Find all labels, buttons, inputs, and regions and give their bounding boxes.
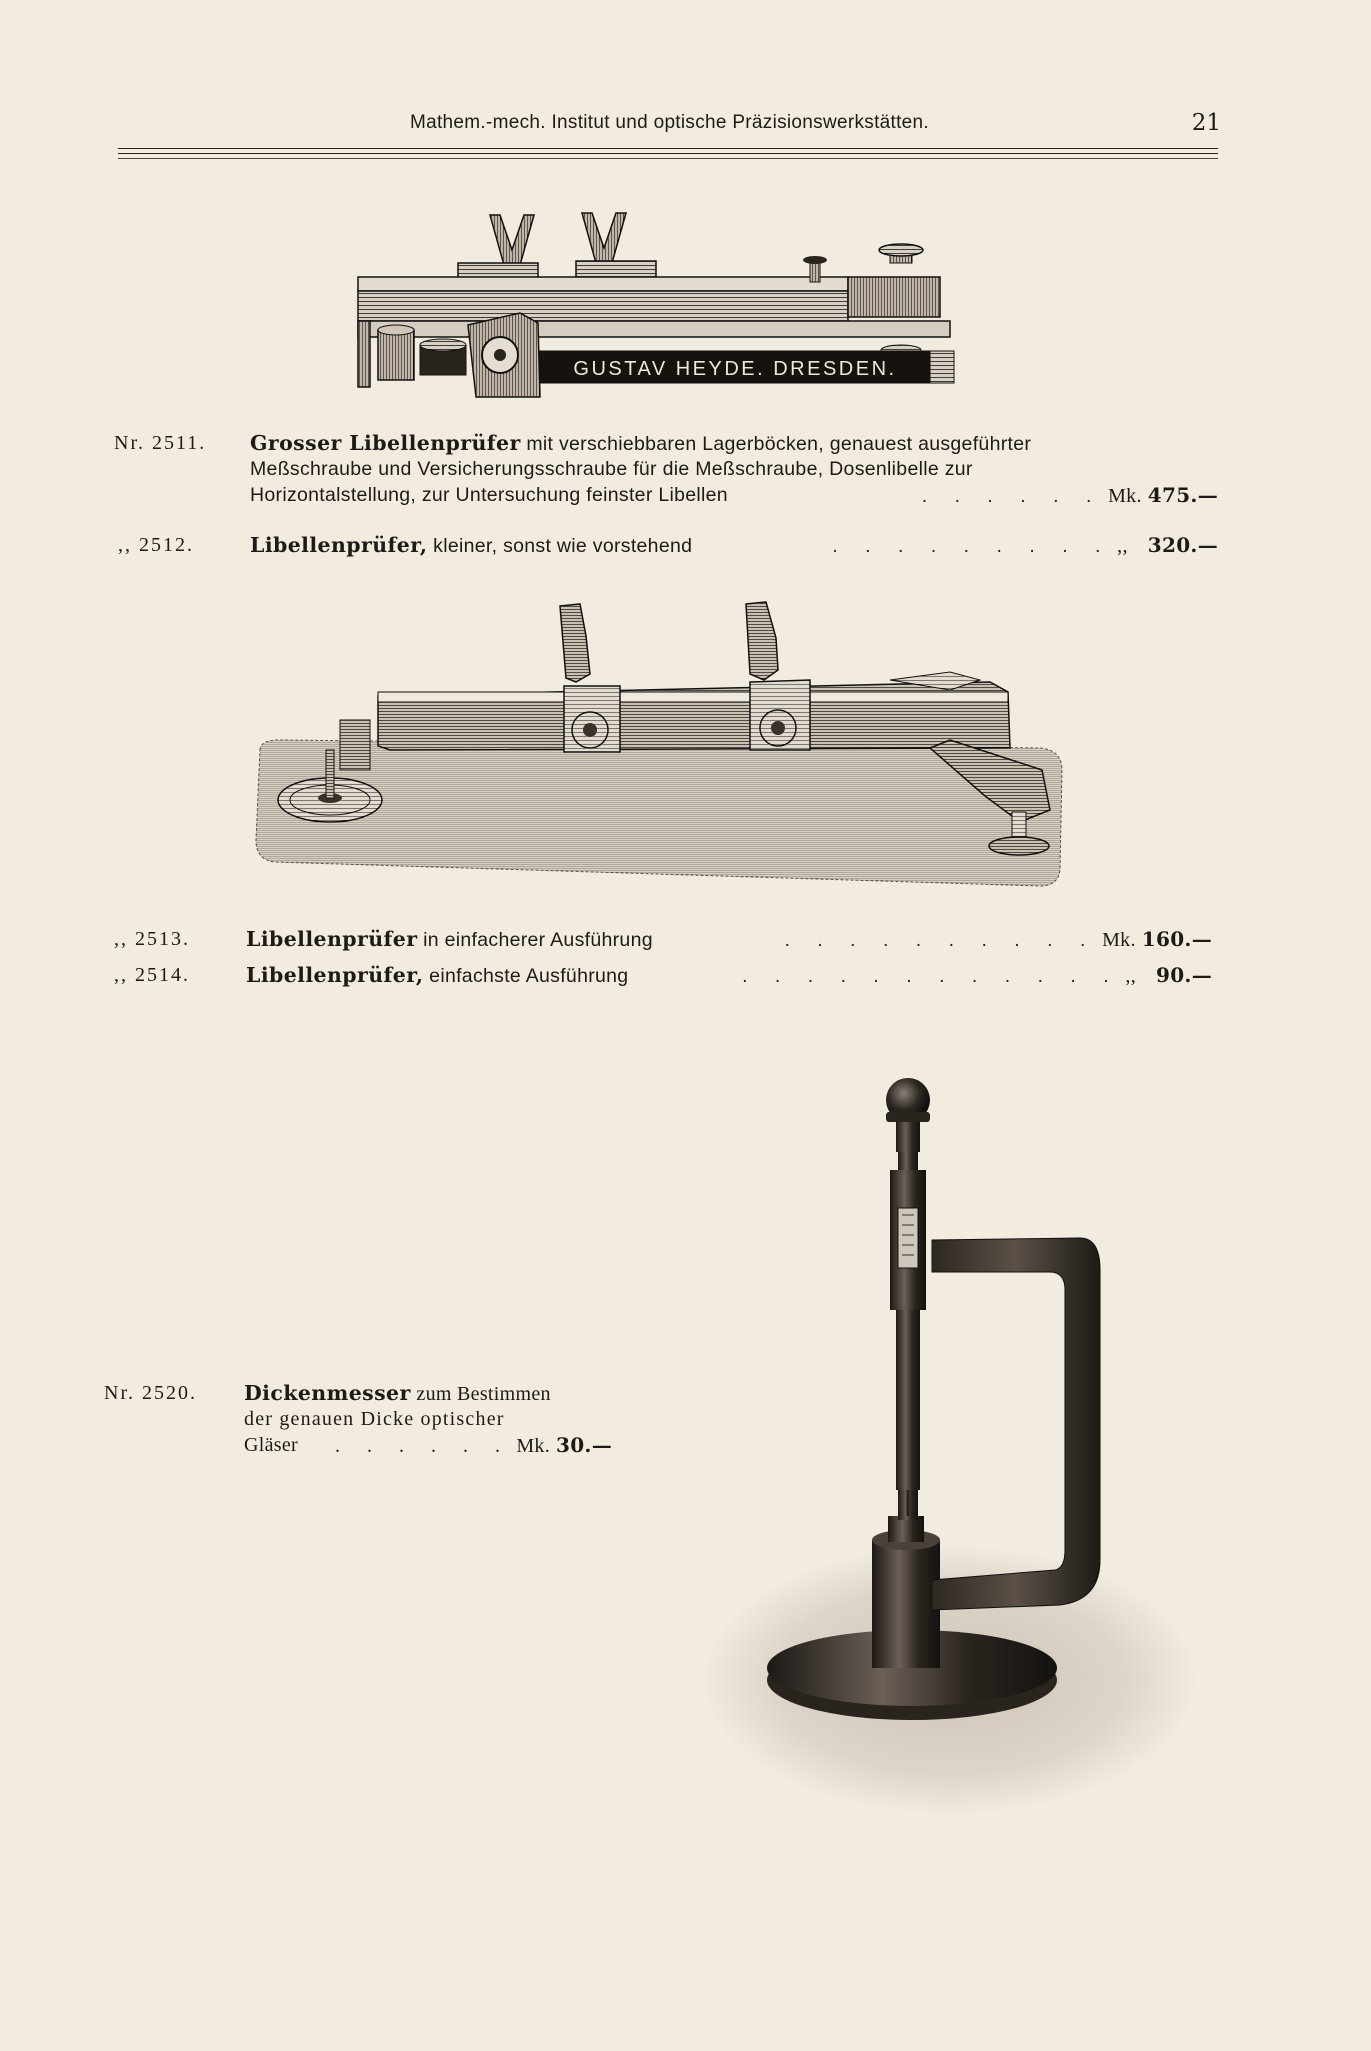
thickness-gauge-illustration <box>680 1040 1200 1830</box>
entry-name: Libellenprüfer <box>246 927 418 951</box>
price: 475.— <box>1147 483 1218 507</box>
entry-number: ,, 2512. <box>118 534 194 556</box>
entry-number: Nr. 2511. <box>114 432 207 454</box>
entry-description-line: kleiner, sonst wie vorstehend <box>433 535 693 557</box>
entry-description-line: der genauen Dicke optischer <box>244 1408 505 1430</box>
entry-number: ,, 2514. <box>114 964 190 986</box>
dot-leader: . . . . . . <box>921 485 1103 507</box>
entry-number: Nr. 2520. <box>104 1382 197 1404</box>
price: 30.— <box>556 1433 612 1457</box>
header-title: Mathem.-mech. Institut und optische Präzisionswerkstätten. <box>409 112 929 133</box>
level-tester-large-illustration <box>350 205 980 405</box>
entry-description-line: mit verschiebbaren Lagerböcken, genauest ausgeführter <box>526 433 1032 455</box>
entry-name: Dickenmesser <box>244 1381 411 1405</box>
header-rule <box>118 158 1218 159</box>
ditto-mark: ,, <box>1125 965 1136 987</box>
entry-description-line: in einfacherer Ausführung <box>423 929 653 951</box>
entry-name: Grosser Libellenprüfer <box>250 431 521 455</box>
price: 160.— <box>1141 927 1212 951</box>
dot-leader: . . . . . . . . . . <box>784 929 1097 951</box>
entry-description-line: Gläser <box>244 1434 298 1456</box>
ditto-mark: ,, <box>1117 535 1128 557</box>
running-header <box>118 112 1221 148</box>
maker-nameplate: GUSTAV HEYDE. DRESDEN. <box>573 358 897 380</box>
entry-description-line: zum Bestimmen <box>416 1383 551 1405</box>
currency-label: Mk. <box>1108 485 1142 507</box>
dot-leader: . . . . . . . . . <box>832 535 1112 557</box>
price: 320.— <box>1147 533 1218 557</box>
currency-label: Mk. <box>516 1435 550 1457</box>
price: 90.— <box>1156 963 1212 987</box>
entry-description-line: einfachste Ausführung <box>429 965 629 987</box>
entry-name: Libellenprüfer, <box>250 533 428 557</box>
entry-description-line: Horizontalstellung, zur Untersuchung feinster Libellen <box>250 484 728 506</box>
entry-description-line: Meßschraube und Versicherungsschraube für die Meßschraube, Dosenlibelle zur <box>250 458 973 480</box>
level-tester-illustration <box>250 600 1070 900</box>
header-rule <box>118 153 1218 154</box>
entry-name: Libellenprüfer, <box>246 963 424 987</box>
header-rule <box>118 148 1218 149</box>
page-number: 21 <box>1191 110 1221 136</box>
dot-leader: . . . . . . . . . . . . <box>742 965 1120 987</box>
currency-label: Mk. <box>1102 929 1136 951</box>
dot-leader: . . . . . . <box>335 1435 511 1457</box>
entry-number: ,, 2513. <box>114 928 190 950</box>
